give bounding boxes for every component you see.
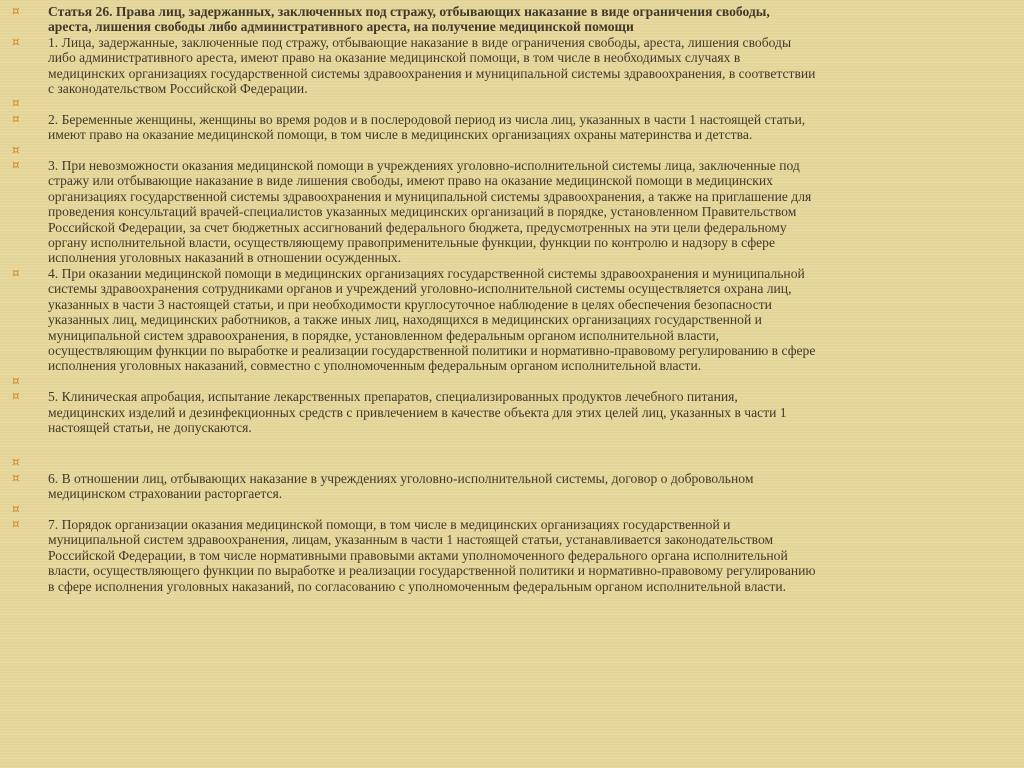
- bullet-icon: ¤: [12, 389, 20, 404]
- empty-bullet: [10, 374, 1010, 389]
- bullet-icon: ¤: [12, 142, 20, 157]
- paragraph-5: [10, 389, 1010, 435]
- paragraph-7: [10, 517, 1010, 594]
- paragraph-3-text: 3. При невозможности оказания медицинской помощи в учреждениях уголовно-исполнительной системы лица, заключенные под стражу или отбывающие наказание в виде лишения свободы, имеют право на оказание медицинской помощи в медицинских организациях государственной системы здравоохранения и муниципальной системы здравоохранения, а также на приглашение для проведения консультаций врачей-специалистов указанных медицинских организаций в порядке, установленном Правительством Российской Федерации, за счет бюджетных ассигнований федерального бюджета, предусмотренных на эти цели федеральному органy исполнительной власти, осуществляющему правоприменительные функции, функции по контролю и надзору в сфере исполнения уголовных наказаний в отношении осужденных.: [48, 158, 812, 266]
- bullet-icon: ¤: [12, 111, 20, 126]
- paragraph-3: [10, 158, 1010, 266]
- paragraph-2-text: 2. Беременные женщины, женщины во время родов и в послеродовой период из числа лиц, указанных в части 1 настоящей статьи, имеют право на оказание медицинской помощи, в том числе в медицинских организациях охраны материнства и детства.: [48, 111, 806, 143]
- bullet-icon: ¤: [12, 501, 20, 516]
- paragraph-7-text: 7. Порядок организации оказания медицинской помощи, в том числе в медицинских организациях государственной и муниципальной систем здравоохранения, лицам, указанным в части 1 настоящей статьи, устанавливается законодательством Российской Федерации, в том числе нормативными правовыми актами уполномоченного федерального органа исполнительной власти, осуществляющего функции по выработке и реализации государственной политики и нормативно-правовому регулированию в сфере исполнения уголовных наказаний, по согласованию с уполномоченным федеральным органом исполнительной власти.: [48, 516, 816, 594]
- bullet-icon: ¤: [12, 265, 20, 280]
- empty-bullet: [10, 455, 1010, 470]
- bullet-icon: ¤: [12, 158, 20, 173]
- paragraph-4: [10, 266, 1010, 374]
- empty-bullet: [10, 143, 1010, 158]
- paragraph-5-text: 5. Клиническая апробация, испытание лекарственных препаратов, специализированных продуктов лечебного питания, медицинских изделий и дезинфекционных средств с привлечением в качестве объекта для этих целей лиц, указанных в части 1 настоящей статьи, не допускаются.: [48, 389, 787, 435]
- bullet-icon: ¤: [12, 96, 20, 111]
- bullet-icon: ¤: [12, 4, 20, 18]
- paragraph-6-text: 6. В отношении лиц, отбывающих наказание в учреждениях уголовно-исполнительной системы, договор о добровольном медицинском страховании расторгается.: [48, 470, 754, 502]
- spacer: [10, 435, 1010, 445]
- paragraph-4-text: 4. При оказании медицинской помощи в медицинских организациях государственной системы здравоохранения и муниципальной системы здравоохранения сотрудниками органов и учреждений уголовно-исполнительной системы осуществляется охрана лиц, указанных в части 3 настоящей статьи, и при необходимости круглосуточное наблюдение в целях обеспечения безопасности указанных лиц, медицинских работников, а также иных лиц, находящихся в медицинских организациях государственной и муниципальной систем здравоохранения, в порядке, установленном федеральным органом исполнительной власти, осуществляющим функции по выработке и реализации государственной политики и нормативно-правовому регулированию в сфере исполнения уголовных наказаний, совместно с уполномоченным федеральным органом исполнительной власти.: [48, 265, 816, 374]
- empty-bullet: [10, 502, 1010, 517]
- bullet-icon: ¤: [12, 373, 20, 388]
- bullet-icon: ¤: [12, 470, 20, 485]
- spacer: [10, 445, 1010, 455]
- paragraph-2: [10, 112, 1010, 143]
- paragraph-1: [10, 35, 1010, 97]
- article-title-text: Статья 26. Права лиц, задержанных, заключенных под стражу, отбывающих наказание в виде ограничения свободы, ареста, лишения свободы либо административного ареста, на получение медицинской помощи: [48, 4, 770, 35]
- bullet-icon: ¤: [12, 516, 20, 531]
- empty-bullet: [10, 96, 1010, 111]
- paragraph-1-text: 1. Лица, задержанные, заключенные под стражу, отбывающие наказание в виде ограничения свободы, ареста, лишения свободы либо административного ареста, имеют право на оказание медицинской помощи, в том числе в необходимых случаях в медицинских организациях государственной системы здравоохранения и муниципальной системы здравоохранения, в соответствии с законодательством Российской Федерации.: [48, 34, 816, 97]
- bullet-icon: ¤: [12, 34, 20, 49]
- paragraph-6: [10, 471, 1010, 502]
- article-title: [10, 4, 1010, 35]
- bullet-icon: ¤: [12, 455, 20, 470]
